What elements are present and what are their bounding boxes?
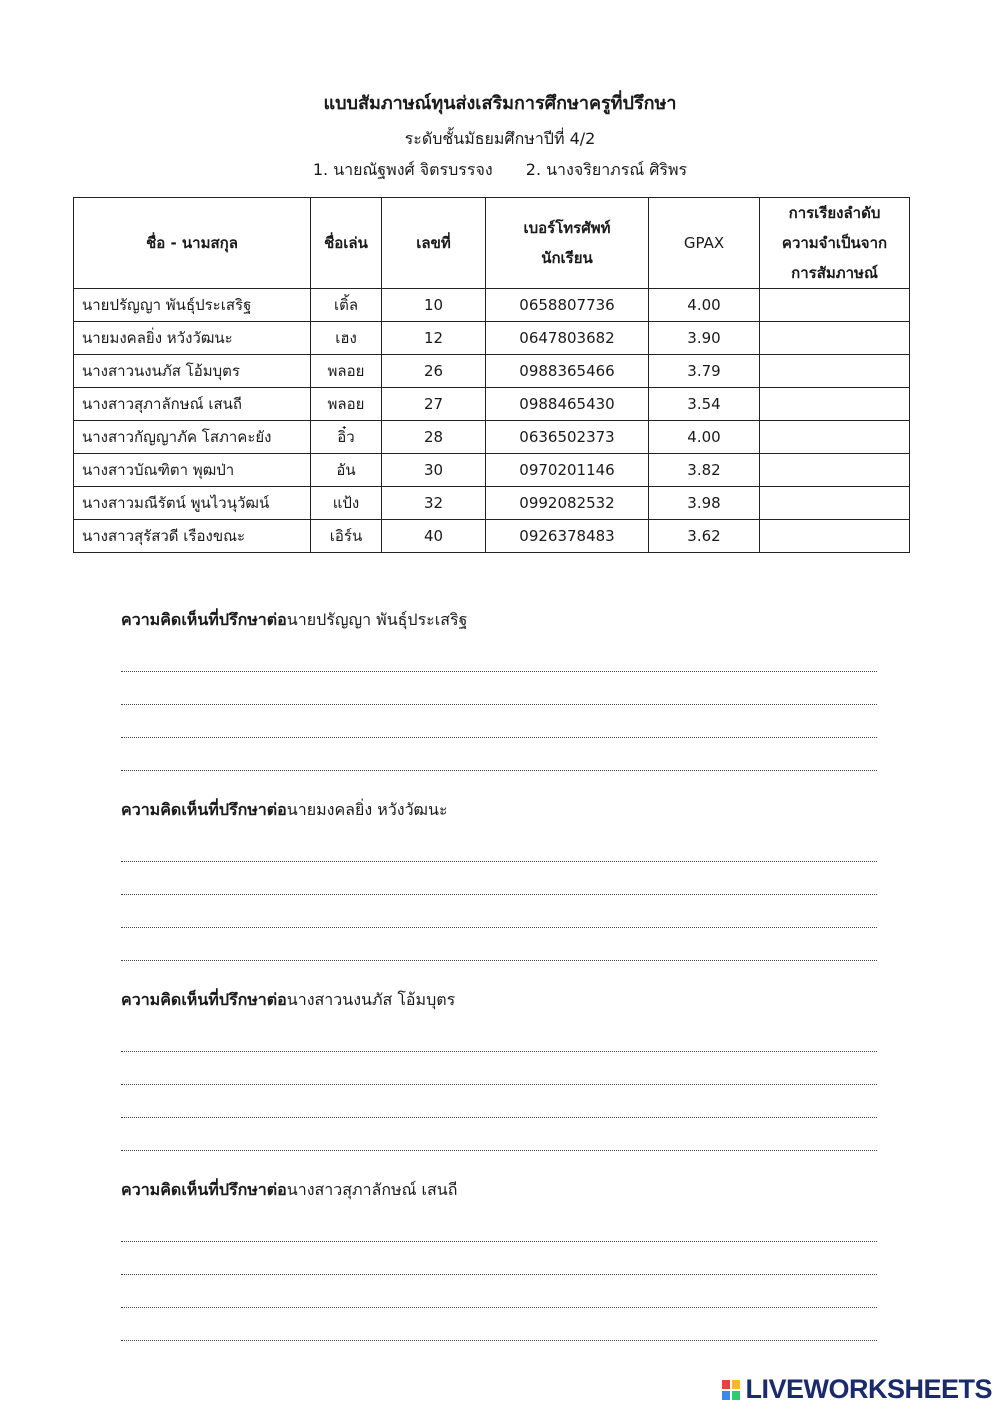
comment-write-line[interactable]	[121, 829, 877, 862]
cell-phone: 0636502373	[486, 421, 649, 454]
logo-square	[721, 1379, 731, 1390]
comment-student-name: นายปรัญญา พันธุ์ประเสริฐ	[286, 610, 468, 629]
cell-phone: 0970201146	[486, 454, 649, 487]
header-rank-line2: ความจำเป็นจาก	[781, 234, 888, 252]
table-row	[74, 289, 910, 322]
comment-write-line[interactable]	[121, 928, 877, 961]
comments-section	[121, 605, 877, 1365]
header-number: เลขที่	[382, 198, 486, 289]
logo-text: LIVEWORKSHEETS	[745, 1374, 992, 1404]
cell-number: 10	[382, 289, 486, 322]
cell-rank[interactable]	[760, 487, 910, 520]
cell-phone: 0658807736	[486, 289, 649, 322]
logo-square	[721, 1390, 731, 1401]
cell-nickname: แป้ง	[311, 487, 382, 520]
cell-name: นางสาวมณีรัตน์ พูนไวนุวัฒน์	[74, 487, 311, 520]
header-phone	[486, 198, 649, 289]
cell-name: นายปรัญญา พันธุ์ประเสริฐ	[74, 289, 311, 322]
comment-student-name: นางสาวสุภาลักษณ์ เสนถี	[286, 1180, 458, 1199]
liveworksheets-logo	[721, 1374, 992, 1405]
comment-write-line[interactable]	[121, 1052, 877, 1085]
comment-label: ความคิดเห็นที่ปรึกษาต่อ	[121, 610, 287, 629]
advisors	[0, 158, 1000, 183]
header-gpax: GPAX	[649, 198, 760, 289]
cell-rank[interactable]	[760, 289, 910, 322]
table-row	[74, 421, 910, 454]
comment-label: ความคิดเห็นที่ปรึกษาต่อ	[121, 800, 287, 819]
comment-write-line[interactable]	[121, 639, 877, 672]
cell-rank[interactable]	[760, 388, 910, 421]
cell-number: 32	[382, 487, 486, 520]
comment-write-line[interactable]	[121, 705, 877, 738]
cell-gpax: 3.82	[649, 454, 760, 487]
comment-block	[121, 985, 877, 1175]
comment-write-line[interactable]	[121, 1275, 877, 1308]
comment-student-name: นายมงคลยิ่ง หวังวัฒนะ	[286, 800, 448, 819]
advisor-2: 2. นางจริยาภรณ์ ศิริพร	[525, 160, 688, 179]
cell-name: นางสาวสุรัสวดี เรืองขณะ	[74, 520, 311, 553]
logo-square	[731, 1390, 741, 1401]
cell-phone: 0988465430	[486, 388, 649, 421]
cell-rank[interactable]	[760, 454, 910, 487]
cell-gpax: 4.00	[649, 289, 760, 322]
logo-square	[731, 1379, 741, 1390]
logo-icon	[721, 1379, 741, 1401]
table-row	[74, 454, 910, 487]
comment-write-line[interactable]	[121, 672, 877, 705]
header-rank	[760, 198, 910, 289]
comment-block	[121, 1175, 877, 1365]
cell-phone: 0647803682	[486, 322, 649, 355]
header-phone-line1: เบอร์โทรศัพท์	[523, 219, 611, 237]
cell-rank[interactable]	[760, 355, 910, 388]
table-row	[74, 487, 910, 520]
comment-title	[121, 795, 877, 825]
cell-nickname: พลอย	[311, 388, 382, 421]
cell-phone: 0988365466	[486, 355, 649, 388]
cell-nickname: พลอย	[311, 355, 382, 388]
cell-name: นางสาวบัณฑิตา พุฒป่า	[74, 454, 311, 487]
comment-write-line[interactable]	[121, 1209, 877, 1242]
cell-number: 27	[382, 388, 486, 421]
cell-number: 40	[382, 520, 486, 553]
comment-title	[121, 605, 877, 635]
cell-name: นางสาวสุภาลักษณ์ เสนถี	[74, 388, 311, 421]
student-table	[73, 197, 910, 553]
cell-gpax: 3.98	[649, 487, 760, 520]
header-rank-line1: การเรียงลำดับ	[788, 204, 881, 222]
comment-title	[121, 985, 877, 1015]
cell-gpax: 3.54	[649, 388, 760, 421]
class-level: ระดับชั้นมัธยมศึกษาปีที่ 4/2	[404, 129, 596, 148]
comment-student-name: นางสาวนงนภัส โอ้มบุตร	[286, 990, 456, 1009]
cell-name: นางสาวกัญญาภัค โสภาคะยัง	[74, 421, 311, 454]
comment-title	[121, 1175, 877, 1205]
comment-write-line[interactable]	[121, 1118, 877, 1151]
cell-nickname: เอิร์น	[311, 520, 382, 553]
cell-phone: 0992082532	[486, 487, 649, 520]
cell-rank[interactable]	[760, 421, 910, 454]
table-row	[74, 355, 910, 388]
comment-write-line[interactable]	[121, 895, 877, 928]
cell-phone: 0926378483	[486, 520, 649, 553]
cell-nickname: เติ้ล	[311, 289, 382, 322]
comment-write-line[interactable]	[121, 1085, 877, 1118]
comment-label: ความคิดเห็นที่ปรึกษาต่อ	[121, 990, 287, 1009]
cell-nickname: เฮง	[311, 322, 382, 355]
comment-write-line[interactable]	[121, 862, 877, 895]
cell-gpax: 3.90	[649, 322, 760, 355]
header-name: ชื่อ - นามสกุล	[74, 198, 311, 289]
cell-number: 30	[382, 454, 486, 487]
table-row	[74, 388, 910, 421]
cell-number: 26	[382, 355, 486, 388]
cell-nickname: อิ๋ว	[311, 421, 382, 454]
comment-write-line[interactable]	[121, 1242, 877, 1275]
comment-write-line[interactable]	[121, 1019, 877, 1052]
comment-write-line[interactable]	[121, 1308, 877, 1341]
page-title: แบบสัมภาษณ์ทุนส่งเสริมการศึกษาครูที่ปรึกษา	[323, 93, 677, 114]
cell-gpax: 4.00	[649, 421, 760, 454]
cell-gpax: 3.62	[649, 520, 760, 553]
header-phone-line2: นักเรียน	[541, 249, 593, 267]
table-row	[74, 520, 910, 553]
comment-block	[121, 795, 877, 985]
header-rank-line3: การสัมภาษณ์	[791, 264, 878, 282]
table-row	[74, 322, 910, 355]
comment-write-line[interactable]	[121, 738, 877, 771]
cell-rank[interactable]	[760, 520, 910, 553]
comment-block	[121, 605, 877, 795]
table-header-row	[74, 198, 910, 289]
cell-gpax: 3.79	[649, 355, 760, 388]
cell-rank[interactable]	[760, 322, 910, 355]
cell-name: นายมงคลยิ่ง หวังวัฒนะ	[74, 322, 311, 355]
header-nickname: ชื่อเล่น	[311, 198, 382, 289]
cell-nickname: อัน	[311, 454, 382, 487]
cell-number: 28	[382, 421, 486, 454]
comment-label: ความคิดเห็นที่ปรึกษาต่อ	[121, 1180, 287, 1199]
cell-name: นางสาวนงนภัส โอ้มบุตร	[74, 355, 311, 388]
advisor-1: 1. นายณัฐพงศ์ จิตรบรรจง	[312, 160, 493, 179]
cell-number: 12	[382, 322, 486, 355]
